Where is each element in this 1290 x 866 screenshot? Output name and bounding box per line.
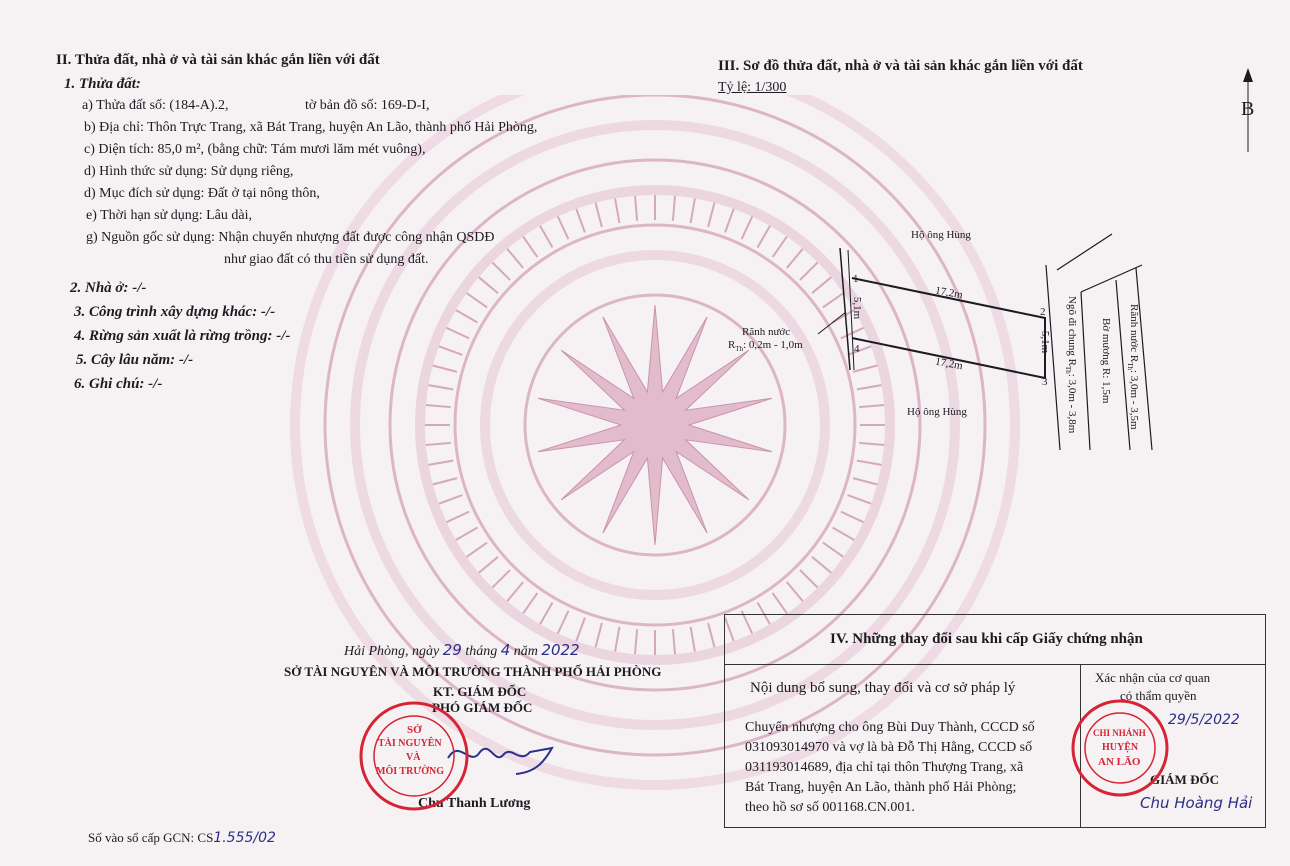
dim-top: 17,2m (934, 284, 964, 302)
scale: Tỷ lệ: 1/300 (718, 80, 787, 95)
dim-right: 5,1m (1039, 330, 1052, 354)
lane-label: Ngõ đi chung $R_{Th}$: 3,0m - 3,8m (1063, 296, 1078, 434)
deputy-director: PHÓ GIÁM ĐỐC (432, 700, 533, 715)
change-entry-line5: theo hồ sơ số 001168.CN.001. (745, 800, 915, 815)
stamp-left-line4: MÔI TRƯỜNG (376, 766, 445, 777)
dim-left: 5,1m (851, 296, 864, 320)
north-label: B (1241, 98, 1255, 120)
branch-director-signature: Chu Hoàng Hải (1140, 794, 1253, 812)
section2-title: II. Thửa đất, nhà ở và tài sản khác gắn liền với đất (56, 52, 380, 68)
branch-director: GIÁM ĐỐC (1150, 772, 1219, 787)
point-2: 2 (1040, 306, 1046, 318)
point-4: 4 (854, 343, 860, 355)
point-3: 3 (1042, 376, 1048, 388)
section3-title: III. Sơ đồ thửa đất, nhà ở và tài sản khác gắn liền với đất (718, 58, 1083, 74)
section4-title: IV. Những thay đổi sau khi cấp Giấy chứng nhận (830, 631, 1143, 647)
signer-name: Chu Thanh Lương (418, 796, 531, 811)
perennial-item: 5. Cây lâu năm: -/- (76, 352, 194, 368)
dim-bottom: 17,2m (934, 355, 964, 373)
stamp-left-line1: SỞ (407, 724, 422, 736)
bank-label: Bờ mương R: 1,5m (1100, 318, 1112, 404)
forest-item: 4. Rừng sản xuất là rừng trồng: -/- (74, 328, 291, 344)
change-entry-line2: 031093014970 và vợ là bà Đỗ Thị Hằng, CCCD số (745, 740, 1033, 755)
point-1: 1 (853, 273, 859, 285)
right-ditch-label: Rãnh nước $R_{Th}$: 3,0m - 3,5m (1125, 304, 1140, 430)
address: b) Địa chỉ: Thôn Trực Trang, xã Bát Trang, huyện An Lão, thành phố Hải Phòng, (84, 120, 538, 135)
stamp-right-line3: AN LÃO (1098, 756, 1141, 768)
stamp-right-line1: CHI NHÁNH (1093, 728, 1146, 738)
construction-item: 3. Công trình xây dựng khác: -/- (74, 304, 276, 320)
change-entry-line3: 031193014689, địa chỉ tại thôn Thượng Trang, xã (745, 760, 1024, 775)
change-entry-line4: Bát Trang, huyện An Lão, thành phố Hải Phòng; (745, 780, 1017, 795)
origin-line-2: như giao đất có thu tiền sử dụng đất. (224, 252, 429, 267)
stamp-right-line2: HUYỆN (1102, 742, 1139, 753)
notes-item: 6. Ghi chú: -/- (74, 376, 163, 392)
usage-purpose: d) Mục đích sử dụng: Đất ở tại nông thôn, (84, 186, 320, 201)
register-number: Số vào sổ cấp GCN: CS1.555/02 (88, 830, 276, 846)
change-entry-line1: Chuyển nhượng cho ông Bùi Duy Thành, CCCD số (745, 720, 1035, 735)
area: c) Diện tích: 85,0 m², (bằng chữ: Tám mươi lăm mét vuông), (84, 142, 426, 157)
neighbor-top: Hộ ông Hùng (911, 229, 971, 241)
house-item: 2. Nhà ở: -/- (70, 280, 147, 296)
changes-col2-header-2: có thẩm quyền (1120, 688, 1197, 703)
ditch-label: Rãnh nước (742, 326, 791, 338)
department: SỞ TÀI NGUYÊN VÀ MÔI TRƯỜNG THÀNH PHỐ HẢI PHÒNG (284, 664, 662, 679)
stamp-left-line3: VÀ (406, 752, 421, 763)
neighbor-bottom: Hộ ông Hùng (907, 406, 967, 418)
ditch-width: $R_{Th}$: 0,2m - 1,0m (728, 339, 803, 354)
parcel-heading: 1. Thửa đất: (64, 76, 141, 92)
confirm-date: 29/5/2022 (1168, 712, 1240, 728)
parcel-number: a) Thửa đất số: (184-A).2, (82, 98, 229, 113)
origin-line-1: g) Nguồn gốc sử dụng: Nhận chuyển nhượng đất được công nhận QSDĐ (86, 230, 495, 245)
place-date: Hải Phòng, ngày 29 tháng 4 năm 2022 (344, 641, 580, 659)
usage-form: d) Hình thức sử dụng: Sử dụng riêng, (84, 164, 294, 179)
usage-term: e) Thời hạn sử dụng: Lâu dài, (86, 208, 252, 223)
map-sheet: tờ bản đồ số: 169-D-I, (305, 98, 430, 113)
kt-director: KT. GIÁM ĐỐC (433, 684, 527, 699)
changes-col1-header: Nội dung bổ sung, thay đổi và cơ sở pháp lý (750, 680, 1016, 696)
changes-col2-header-1: Xác nhận của cơ quan (1095, 670, 1211, 685)
stamp-left-line2: TÀI NGUYÊN (378, 738, 442, 749)
